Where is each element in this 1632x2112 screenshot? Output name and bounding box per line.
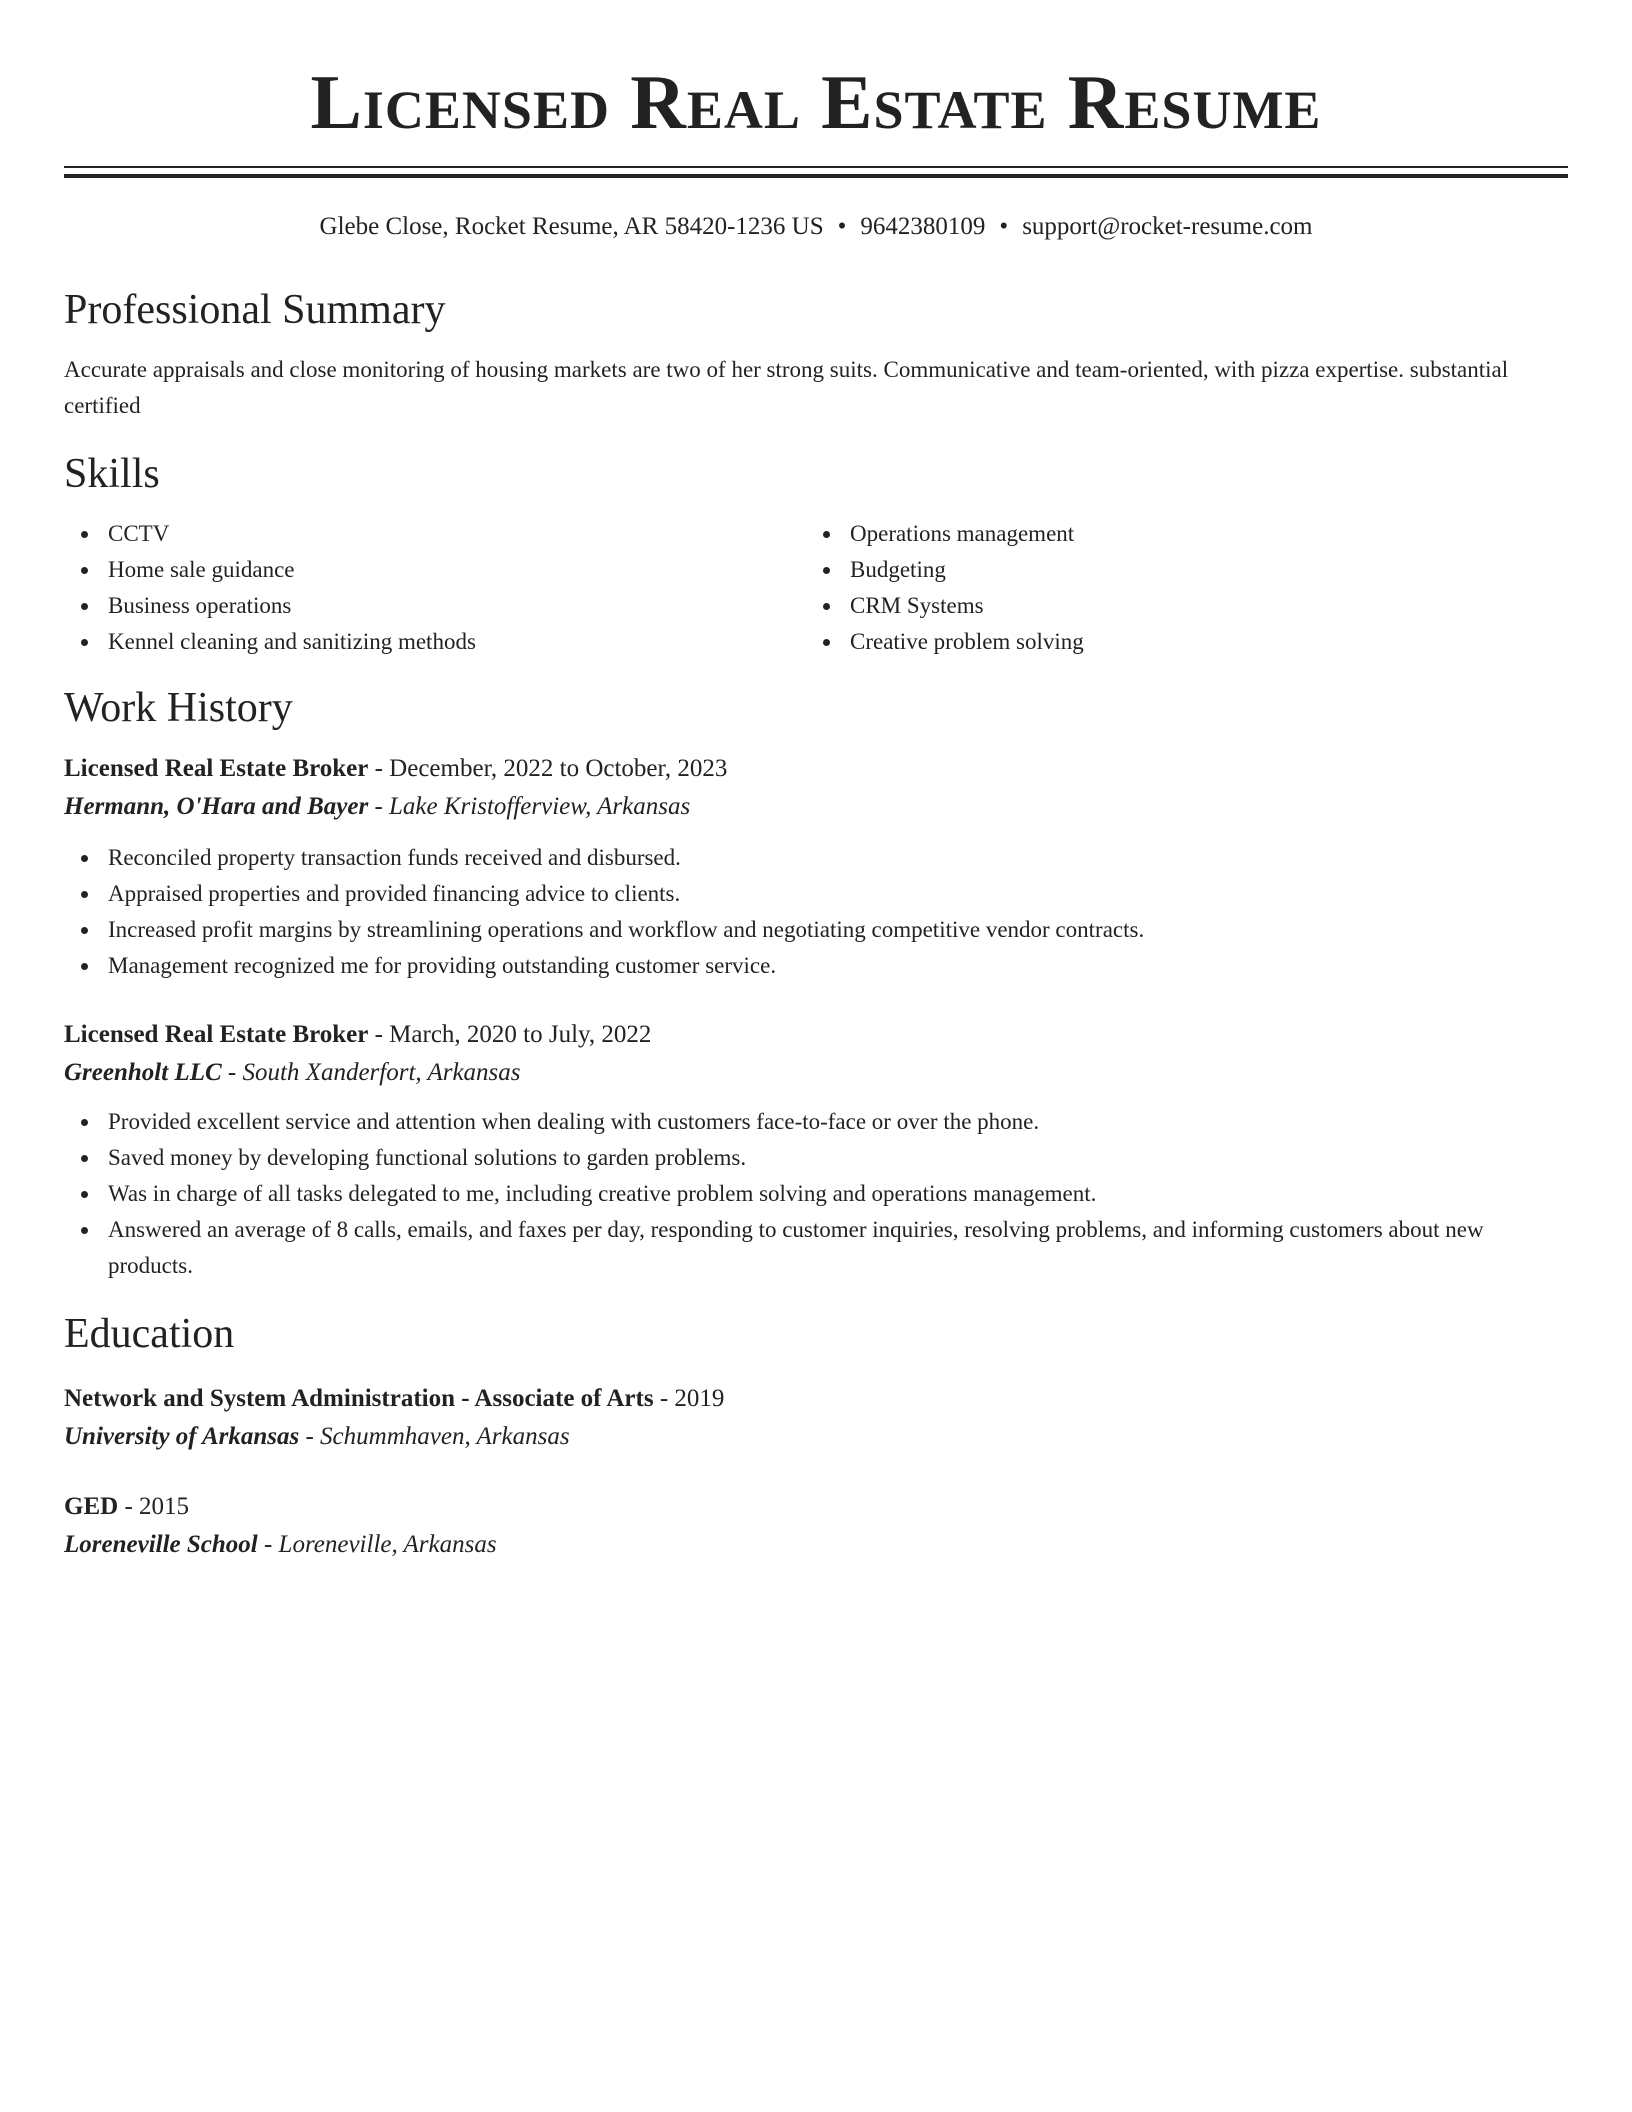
education-school: Loreneville School — [64, 1531, 258, 1558]
skills-grid — [64, 516, 1568, 660]
contact-address: Glebe Close, Rocket Resume, AR 58420-1236 US — [319, 213, 824, 240]
summary-heading: Professional Summary — [64, 287, 446, 333]
title-rule-thin — [64, 166, 1568, 168]
job-entry — [64, 750, 1568, 984]
skills-heading: Skills — [64, 451, 160, 497]
job-dates: - December, 2022 to October, 2023 — [374, 755, 728, 782]
resume-page — [64, 0, 1568, 1564]
skill-item: Business operations — [64, 588, 806, 624]
job-bullet: Increased profit margins by streamlining operations and workflow and negotiating competitive vendor contracts. — [64, 912, 1568, 948]
job-title: Licensed Real Estate Broker — [64, 755, 369, 782]
skill-item: CRM Systems — [806, 588, 1548, 624]
education-entry — [64, 1380, 1568, 1456]
summary-text: Accurate appraisals and close monitoring of housing markets are two of her strong suits. Communicative and team-oriented, with pizza expertise. substantial certified — [64, 357, 1509, 418]
education-degree: GED — [64, 1493, 119, 1520]
skill-item: Budgeting — [806, 552, 1548, 588]
skill-item: Home sale guidance — [64, 552, 806, 588]
job-dates: - March, 2020 to July, 2022 — [374, 1021, 652, 1048]
job-location: - Lake Kristofferview, Arkansas — [374, 793, 691, 820]
education-school-line — [64, 1418, 1568, 1456]
job-bullet: Appraised properties and provided financing advice to clients. — [64, 876, 1568, 912]
job-bullet: Answered an average of 8 calls, emails, and faxes per day, responding to customer inquiries, resolving problems, and informing customers about new products. — [64, 1212, 1568, 1284]
skills-column-right — [806, 516, 1548, 660]
skill-item: Kennel cleaning and sanitizing methods — [64, 624, 806, 660]
job-title: Licensed Real Estate Broker — [64, 1021, 369, 1048]
job-company-line — [64, 1054, 1568, 1092]
job-bullets — [64, 1104, 1568, 1284]
job-bullet: Reconciled property transaction funds received and disbursed. — [64, 840, 1568, 876]
job-location: - South Xanderfort, Arkansas — [227, 1059, 521, 1086]
job-bullet: Saved money by developing functional solutions to garden problems. — [64, 1140, 1568, 1176]
education-location: - Schummhaven, Arkansas — [305, 1423, 570, 1450]
job-company: Greenholt LLC — [64, 1059, 222, 1086]
education-degree-line — [64, 1488, 1568, 1526]
education-year: - 2015 — [124, 1493, 190, 1520]
skill-item: CCTV — [64, 516, 806, 552]
education-location: - Loreneville, Arkansas — [263, 1531, 497, 1558]
education-entry — [64, 1488, 1568, 1564]
resume-title: Licensed Real Estate Resume — [310, 59, 1322, 145]
education-degree-line — [64, 1380, 1568, 1418]
education-school: University of Arkansas — [64, 1423, 300, 1450]
job-title-line — [64, 750, 1568, 788]
skill-item: Operations management — [806, 516, 1548, 552]
job-bullet: Provided excellent service and attention when dealing with customers face-to-face or over the phone. — [64, 1104, 1568, 1140]
job-entry — [64, 1016, 1568, 1284]
job-company: Hermann, O'Hara and Bayer — [64, 793, 369, 820]
work-history-heading: Work History — [64, 685, 293, 731]
job-bullet: Was in charge of all tasks delegated to me, including creative problem solving and operations management. — [64, 1176, 1568, 1212]
skill-item: Creative problem solving — [806, 624, 1548, 660]
contact-separator: • — [837, 213, 847, 240]
education-school-line — [64, 1526, 1568, 1564]
job-company-line — [64, 788, 1568, 826]
job-bullets — [64, 840, 1568, 984]
job-bullet: Management recognized me for providing outstanding customer service. — [64, 948, 1568, 984]
job-title-line — [64, 1016, 1568, 1054]
contact-phone: 9642380109 — [860, 213, 986, 240]
title-rule-thick — [64, 174, 1568, 178]
contact-line — [64, 212, 1568, 242]
contact-separator: • — [999, 213, 1009, 240]
contact-email: support@rocket-resume.com — [1022, 213, 1313, 240]
education-heading: Education — [64, 1311, 235, 1357]
education-year: - 2019 — [659, 1385, 725, 1412]
skills-column-left — [64, 516, 806, 660]
education-degree: Network and System Administration - Associate of Arts — [64, 1385, 654, 1412]
